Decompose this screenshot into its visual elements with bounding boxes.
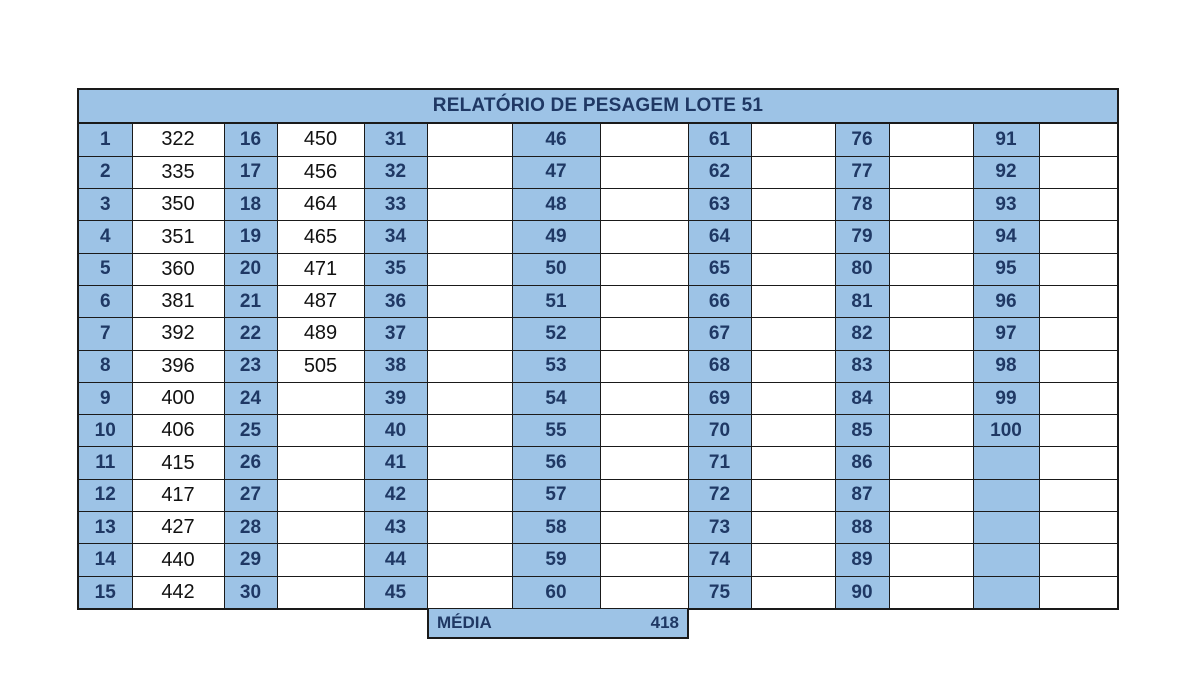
weight-value-cell (751, 415, 835, 447)
weight-value-cell (600, 512, 688, 544)
weight-value-cell (1039, 221, 1117, 253)
weight-value-cell (889, 382, 973, 414)
item-number-cell: 9 (79, 382, 132, 414)
item-number-cell: 27 (224, 479, 277, 511)
weight-value-cell (751, 124, 835, 156)
item-number-cell: 13 (79, 512, 132, 544)
item-number-cell: 100 (973, 415, 1039, 447)
weight-value-cell: 406 (132, 415, 224, 447)
weight-value-cell (427, 189, 512, 221)
table-row (79, 544, 1117, 576)
weight-value-cell (1039, 382, 1117, 414)
item-number-cell: 77 (835, 156, 889, 188)
weight-value-cell (427, 544, 512, 576)
weight-value-cell (427, 415, 512, 447)
weight-value-cell (427, 124, 512, 156)
item-number-cell: 23 (224, 350, 277, 382)
item-number-cell: 15 (79, 576, 132, 608)
item-number-cell: 68 (688, 350, 751, 382)
weight-value-cell (751, 350, 835, 382)
item-number-cell: 56 (512, 447, 600, 479)
item-number-cell: 43 (364, 512, 427, 544)
item-number-cell: 38 (364, 350, 427, 382)
weight-value-cell (751, 285, 835, 317)
weight-value-cell (1039, 156, 1117, 188)
weight-value-cell (889, 124, 973, 156)
item-number-cell (973, 479, 1039, 511)
report-title-row (79, 90, 1117, 124)
item-number-cell: 65 (688, 253, 751, 285)
item-number-cell: 28 (224, 512, 277, 544)
weight-value-cell (277, 512, 364, 544)
table-row (79, 512, 1117, 544)
item-number-cell: 39 (364, 382, 427, 414)
item-number-cell: 37 (364, 318, 427, 350)
weight-value-cell (889, 415, 973, 447)
item-number-cell: 89 (835, 544, 889, 576)
item-number-cell: 97 (973, 318, 1039, 350)
item-number-cell: 62 (688, 156, 751, 188)
item-number-cell (973, 576, 1039, 608)
weight-value-cell (751, 318, 835, 350)
item-number-cell: 31 (364, 124, 427, 156)
weight-value-cell (600, 221, 688, 253)
weight-value-cell (1039, 124, 1117, 156)
item-number-cell: 47 (512, 156, 600, 188)
item-number-cell: 54 (512, 382, 600, 414)
item-number-cell: 84 (835, 382, 889, 414)
weight-value-cell (889, 350, 973, 382)
item-number-cell: 71 (688, 447, 751, 479)
item-number-cell: 88 (835, 512, 889, 544)
item-number-cell: 92 (973, 156, 1039, 188)
weight-value-cell: 442 (132, 576, 224, 608)
weight-value-cell: 450 (277, 124, 364, 156)
item-number-cell: 2 (79, 156, 132, 188)
item-number-cell: 52 (512, 318, 600, 350)
weight-value-cell: 505 (277, 350, 364, 382)
item-number-cell: 59 (512, 544, 600, 576)
weight-value-cell (1039, 189, 1117, 221)
weight-value-cell (889, 189, 973, 221)
weights-table-body (79, 124, 1117, 608)
weight-value-cell: 464 (277, 189, 364, 221)
weight-value-cell (427, 221, 512, 253)
weight-value-cell (277, 544, 364, 576)
item-number-cell: 96 (973, 285, 1039, 317)
item-number-cell: 41 (364, 447, 427, 479)
item-number-cell: 32 (364, 156, 427, 188)
weight-value-cell (751, 479, 835, 511)
weight-value-cell: 456 (277, 156, 364, 188)
weight-value-cell (889, 544, 973, 576)
item-number-cell: 55 (512, 415, 600, 447)
weight-value-cell (889, 318, 973, 350)
item-number-cell: 69 (688, 382, 751, 414)
item-number-cell (973, 447, 1039, 479)
item-number-cell: 5 (79, 253, 132, 285)
report-title: RELATÓRIO DE PESAGEM LOTE 51 (432, 95, 764, 116)
item-number-cell: 33 (364, 189, 427, 221)
weight-value-cell (600, 382, 688, 414)
item-number-cell: 87 (835, 479, 889, 511)
weight-value-cell (889, 479, 973, 511)
weight-value-cell: 335 (132, 156, 224, 188)
table-row (79, 479, 1117, 511)
weight-value-cell (751, 189, 835, 221)
weight-value-cell: 417 (132, 479, 224, 511)
weight-value-cell (600, 285, 688, 317)
weight-value-cell (427, 576, 512, 608)
weights-table (79, 124, 1117, 608)
table-row (79, 576, 1117, 608)
weight-value-cell (427, 382, 512, 414)
table-row (79, 221, 1117, 253)
weight-value-cell (277, 479, 364, 511)
item-number-cell: 11 (79, 447, 132, 479)
item-number-cell: 10 (79, 415, 132, 447)
item-number-cell: 63 (688, 189, 751, 221)
item-number-cell (973, 512, 1039, 544)
table-row (79, 156, 1117, 188)
weight-value-cell: 415 (132, 447, 224, 479)
item-number-cell: 83 (835, 350, 889, 382)
weight-value-cell (427, 253, 512, 285)
weight-value-cell (751, 221, 835, 253)
item-number-cell: 4 (79, 221, 132, 253)
table-row (79, 318, 1117, 350)
weight-value-cell (600, 479, 688, 511)
weight-value-cell (1039, 253, 1117, 285)
weight-value-cell: 465 (277, 221, 364, 253)
item-number-cell: 74 (688, 544, 751, 576)
weight-value-cell (889, 253, 973, 285)
item-number-cell: 61 (688, 124, 751, 156)
weight-value-cell: 427 (132, 512, 224, 544)
item-number-cell: 72 (688, 479, 751, 511)
weight-value-cell (1039, 285, 1117, 317)
item-number-cell: 45 (364, 576, 427, 608)
item-number-cell: 82 (835, 318, 889, 350)
item-number-cell: 7 (79, 318, 132, 350)
item-number-cell: 86 (835, 447, 889, 479)
weight-value-cell: 400 (132, 382, 224, 414)
weighing-report-sheet (77, 88, 1119, 610)
weight-value-cell (600, 124, 688, 156)
weight-value-cell (600, 318, 688, 350)
weight-value-cell (889, 285, 973, 317)
weight-value-cell (600, 189, 688, 221)
weight-value-cell: 351 (132, 221, 224, 253)
item-number-cell: 79 (835, 221, 889, 253)
item-number-cell: 90 (835, 576, 889, 608)
weight-value-cell (751, 253, 835, 285)
weight-value-cell: 360 (132, 253, 224, 285)
weight-value-cell (1039, 318, 1117, 350)
item-number-cell: 93 (973, 189, 1039, 221)
item-number-cell: 26 (224, 447, 277, 479)
item-number-cell: 44 (364, 544, 427, 576)
weight-value-cell (600, 447, 688, 479)
weight-value-cell (1039, 512, 1117, 544)
item-number-cell: 76 (835, 124, 889, 156)
item-number-cell: 95 (973, 253, 1039, 285)
item-number-cell: 29 (224, 544, 277, 576)
item-number-cell: 34 (364, 221, 427, 253)
table-row (79, 189, 1117, 221)
weight-value-cell (1039, 576, 1117, 608)
table-row (79, 447, 1117, 479)
item-number-cell: 57 (512, 479, 600, 511)
item-number-cell: 78 (835, 189, 889, 221)
table-row (79, 415, 1117, 447)
average-label: MÉDIA (437, 613, 492, 632)
weight-value-cell (600, 576, 688, 608)
table-row (79, 253, 1117, 285)
item-number-cell: 30 (224, 576, 277, 608)
weight-value-cell (889, 156, 973, 188)
average-value: 418 (650, 613, 679, 632)
item-number-cell: 8 (79, 350, 132, 382)
weight-value-cell (751, 512, 835, 544)
weight-value-cell (1039, 447, 1117, 479)
weight-value-cell: 487 (277, 285, 364, 317)
item-number-cell: 60 (512, 576, 600, 608)
item-number-cell: 20 (224, 253, 277, 285)
item-number-cell: 35 (364, 253, 427, 285)
item-number-cell: 24 (224, 382, 277, 414)
weight-value-cell (889, 512, 973, 544)
item-number-cell: 50 (512, 253, 600, 285)
item-number-cell: 94 (973, 221, 1039, 253)
weight-value-cell (427, 285, 512, 317)
item-number-cell: 42 (364, 479, 427, 511)
item-number-cell (973, 544, 1039, 576)
weight-value-cell (889, 576, 973, 608)
weight-value-cell (277, 415, 364, 447)
weight-value-cell: 350 (132, 189, 224, 221)
item-number-cell: 22 (224, 318, 277, 350)
item-number-cell: 91 (973, 124, 1039, 156)
average-box (427, 609, 689, 639)
weight-value-cell (427, 479, 512, 511)
item-number-cell: 85 (835, 415, 889, 447)
item-number-cell: 53 (512, 350, 600, 382)
weight-value-cell (751, 447, 835, 479)
weight-value-cell (751, 156, 835, 188)
item-number-cell: 75 (688, 576, 751, 608)
item-number-cell: 51 (512, 285, 600, 317)
item-number-cell: 14 (79, 544, 132, 576)
weight-value-cell: 471 (277, 253, 364, 285)
table-row (79, 124, 1117, 156)
item-number-cell: 40 (364, 415, 427, 447)
table-row (79, 285, 1117, 317)
item-number-cell: 25 (224, 415, 277, 447)
weight-value-cell: 396 (132, 350, 224, 382)
weight-value-cell: 489 (277, 318, 364, 350)
item-number-cell: 6 (79, 285, 132, 317)
weight-value-cell (600, 253, 688, 285)
item-number-cell: 1 (79, 124, 132, 156)
item-number-cell: 48 (512, 189, 600, 221)
weight-value-cell (600, 156, 688, 188)
weight-value-cell (277, 447, 364, 479)
item-number-cell: 81 (835, 285, 889, 317)
weight-value-cell (889, 221, 973, 253)
item-number-cell: 49 (512, 221, 600, 253)
weight-value-cell: 440 (132, 544, 224, 576)
weight-value-cell (427, 447, 512, 479)
item-number-cell: 17 (224, 156, 277, 188)
weight-value-cell (751, 382, 835, 414)
weight-value-cell (277, 576, 364, 608)
item-number-cell: 70 (688, 415, 751, 447)
item-number-cell: 98 (973, 350, 1039, 382)
item-number-cell: 80 (835, 253, 889, 285)
item-number-cell: 21 (224, 285, 277, 317)
weight-value-cell (427, 156, 512, 188)
table-row (79, 350, 1117, 382)
weight-value-cell: 381 (132, 285, 224, 317)
weight-value-cell: 392 (132, 318, 224, 350)
weight-value-cell (751, 544, 835, 576)
item-number-cell: 12 (79, 479, 132, 511)
item-number-cell: 99 (973, 382, 1039, 414)
item-number-cell: 58 (512, 512, 600, 544)
item-number-cell: 19 (224, 221, 277, 253)
weight-value-cell (1039, 479, 1117, 511)
weight-value-cell (889, 447, 973, 479)
weight-value-cell (1039, 544, 1117, 576)
weight-value-cell (1039, 415, 1117, 447)
item-number-cell: 67 (688, 318, 751, 350)
item-number-cell: 16 (224, 124, 277, 156)
table-row (79, 382, 1117, 414)
weight-value-cell (600, 544, 688, 576)
weight-value-cell (427, 512, 512, 544)
item-number-cell: 73 (688, 512, 751, 544)
weight-value-cell (751, 576, 835, 608)
item-number-cell: 46 (512, 124, 600, 156)
weight-value-cell (427, 318, 512, 350)
item-number-cell: 64 (688, 221, 751, 253)
item-number-cell: 18 (224, 189, 277, 221)
item-number-cell: 66 (688, 285, 751, 317)
weight-value-cell (277, 382, 364, 414)
weight-value-cell (1039, 350, 1117, 382)
item-number-cell: 36 (364, 285, 427, 317)
weight-value-cell (600, 350, 688, 382)
weight-value-cell (600, 415, 688, 447)
item-number-cell: 3 (79, 189, 132, 221)
weight-value-cell (427, 350, 512, 382)
weight-value-cell: 322 (132, 124, 224, 156)
